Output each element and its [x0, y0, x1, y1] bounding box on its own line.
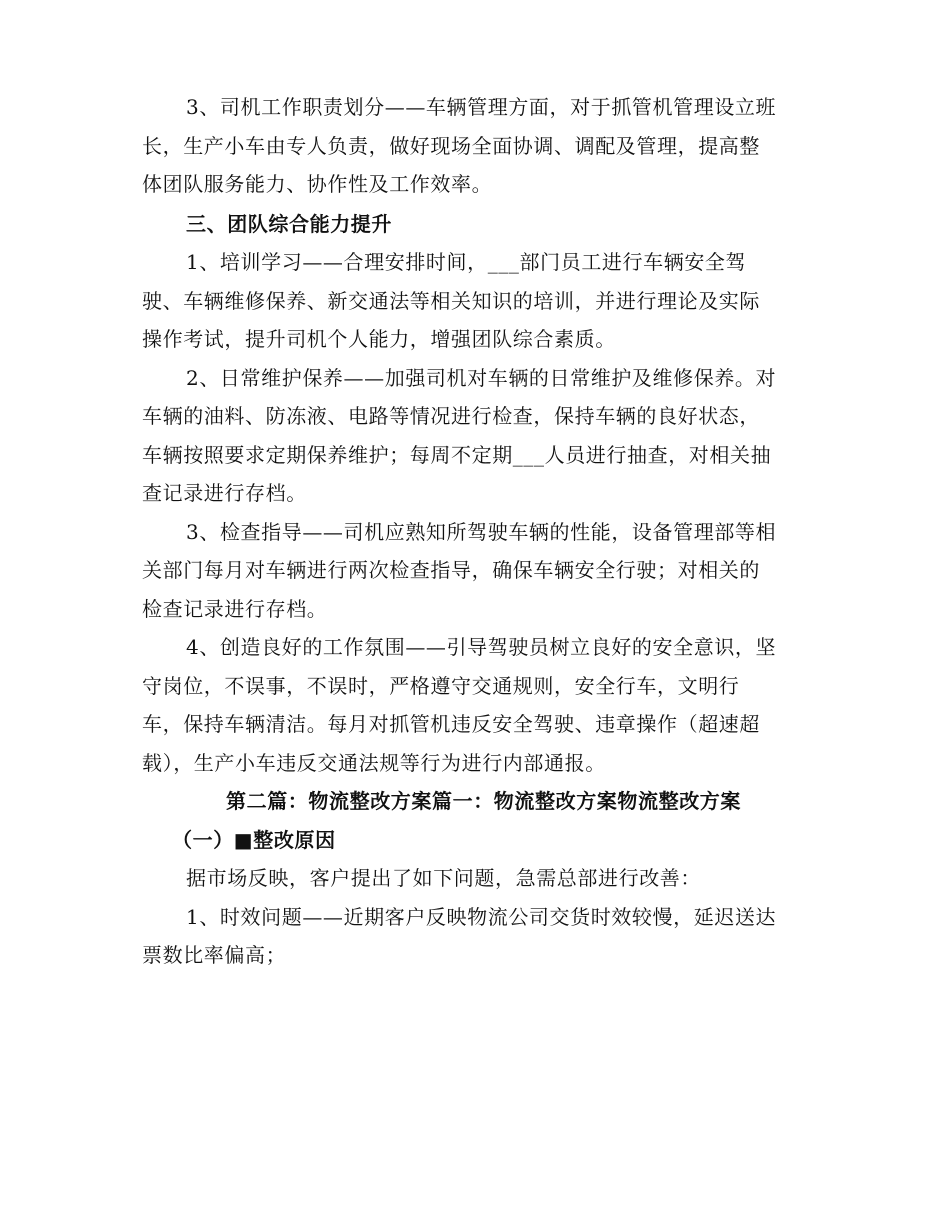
paragraph-line: 车辆按照要求定期保养维护；每周不定期___人员进行抽查，对相关抽 — [142, 442, 772, 467]
paragraph-line: 1、培训学习——合理安排时间，___部门员工进行车辆安全驾 — [186, 250, 747, 274]
paragraph-line: 3、检查指导——司机应熟知所驾驶车辆的性能，设备管理部等相 — [186, 519, 777, 544]
section-heading: 三、团队综合能力提升 — [186, 211, 392, 236]
paragraph-line: 车，保持车辆清洁。每月对抓管机违反安全驾驶、违章操作（超速超 — [142, 712, 760, 736]
paragraph-line: 长，生产小车由专人负责，做好现场全面协调、调配及管理，提高整 — [142, 133, 760, 158]
paragraph-line: 查记录进行存档。 — [142, 481, 307, 505]
paragraph-line: 操作考试，提升司机个人能力，增强团队综合素质。 — [142, 327, 616, 351]
paragraph-line: 票数比率偏高； — [142, 943, 287, 967]
paragraph-line: 驶、车辆维修保养、新交通法等相关知识的培训，并进行理论及实际 — [142, 288, 760, 313]
paragraph-line: 车辆的油料、防冻液、电路等情况进行检查，保持车辆的良好状态， — [142, 404, 760, 428]
paragraph-line: 守岗位，不误事，不误时，严格遵守交通规则，安全行车，文明行 — [142, 673, 740, 698]
paragraph-line: 4、创造良好的工作氛围——引导驾驶员树立良好的安全意识，坚 — [186, 635, 777, 659]
part-title: 第二篇：物流整改方案篇一：物流整改方案物流整改方案 — [226, 789, 741, 813]
paragraph-line: 检查记录进行存档。 — [142, 596, 328, 621]
paragraph-line: 1、时效问题——近期客户反映物流公司交货时效较慢，延迟送达 — [186, 904, 777, 929]
paragraph-line: 载），生产小车违反交通法规等行为进行内部通报。 — [142, 750, 606, 775]
subsection-heading: （一）■整改原因 — [172, 827, 336, 852]
paragraph-line: 关部门每月对车辆进行两次检查指导，确保车辆安全行驶；对相关的 — [142, 558, 760, 582]
paragraph-line: 体团队服务能力、协作性及工作效率。 — [142, 172, 493, 196]
paragraph-line: 3、司机工作职责划分——车辆管理方面，对于抓管机管理设立班 — [186, 95, 777, 119]
document-page — [142, 88, 812, 975]
paragraph-line: 据市场反映，客户提出了如下问题，急需总部进行改善： — [186, 866, 701, 890]
paragraph-line: 2、日常维护保养——加强司机对车辆的日常维护及维修保养。对 — [186, 365, 777, 390]
